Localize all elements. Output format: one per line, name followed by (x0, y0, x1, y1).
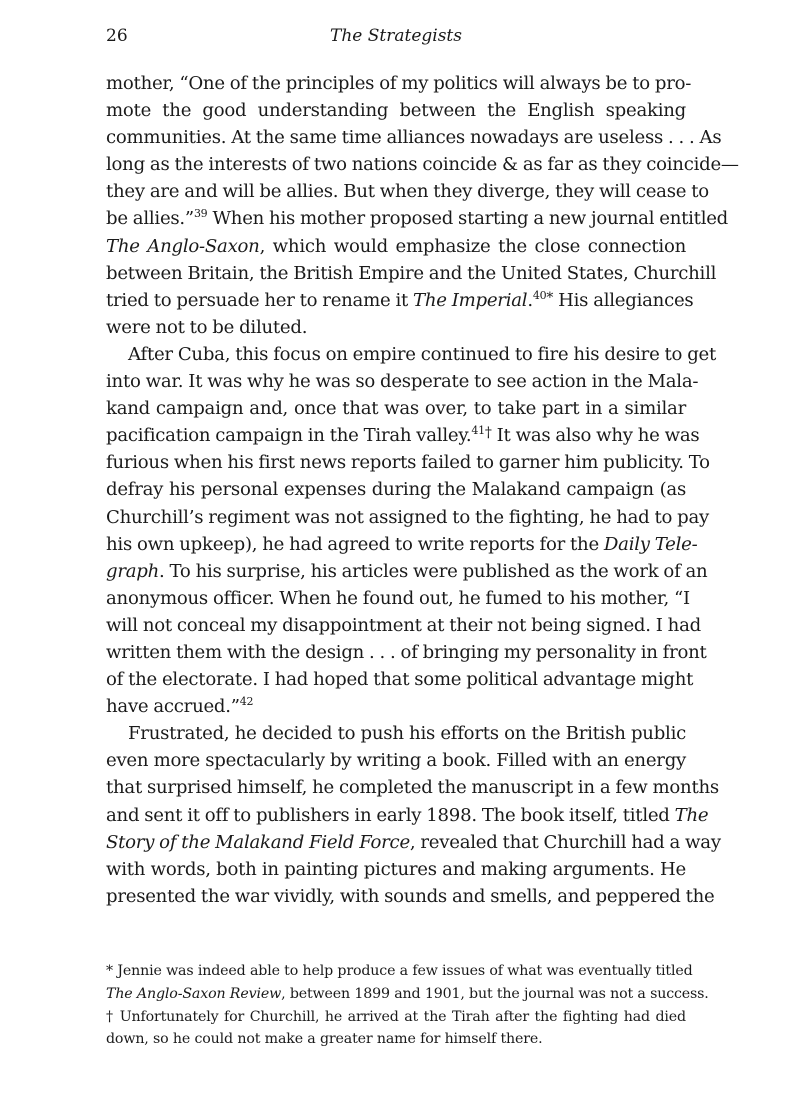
text-line: into war. It was why he was so desperate to see action in the Mala- (106, 371, 699, 393)
text-line: and sent it off to publishers in early 1898. The book itself, titled The (106, 804, 709, 826)
text-line: will not conceal my disappointment at their not being signed. I had (106, 614, 701, 636)
running-title: The Strategists (330, 26, 462, 46)
text-line: of the electorate. I had hoped that some political advantage might (106, 669, 694, 691)
endnote-ref-42: 42 (239, 695, 254, 709)
text-line: kand campaign and, once that was over, to take part in a similar (106, 398, 686, 420)
text-line: have accrued.”$^{42}$ (106, 695, 254, 718)
endnote-ref-41: 41 (471, 424, 485, 438)
text-line: be allies.”$^{39}$ When his mother proposed starting a new journal entitled (106, 207, 729, 230)
text-line: were not to be diluted. (106, 316, 308, 338)
text-line: anonymous officer. When he found out, he fumed to his mother, “I (106, 587, 690, 609)
footnote-star-mark: * (106, 963, 113, 979)
text-line: that surprised himself, he completed the manuscript in a few months (106, 777, 719, 799)
text-line: they are and will be allies. But when they diverge, they will cease to (106, 181, 709, 203)
title-anglo-saxon: The Anglo-Saxon (106, 235, 260, 257)
endnote-ref-40: 40 (532, 288, 547, 302)
text-line: communities. At the same time alliances nowadays are useless . . . As (106, 127, 722, 149)
text-line: The Anglo-Saxon, which would emphasize the close connection (106, 235, 687, 257)
text-line: presented the war vividly, with sounds and smells, and peppered the (106, 885, 715, 907)
endnote-ref-39: 39 (193, 207, 208, 221)
text-line: defray his personal expenses during the Malakand campaign (as (106, 479, 686, 501)
footnotes (106, 960, 709, 1051)
text-line: Churchill’s regiment was not assigned to the fighting, he had to pay (106, 506, 710, 528)
title-daily-telegraph: Daily Tele- (603, 533, 698, 555)
text-line: pacification campaign in the Tirah valley.$^{41\dagger}$ It was also why he was (106, 424, 700, 447)
text-line: After Cuba, this focus on empire continued to fire his desire to get (128, 343, 717, 365)
text-line: even more spectacularly by writing a book. Filled with an energy (106, 750, 686, 772)
paragraph-2 (106, 341, 717, 720)
footnote-line: down, so he could not make a greater name for himself there. (106, 1031, 543, 1048)
paragraph-3 (106, 720, 721, 910)
body-text (106, 70, 739, 910)
footnote-dagger-mark: † (106, 1008, 115, 1025)
text-line: mother, “One of the principles of my politics will always be to pro- (106, 73, 692, 94)
paragraph-1 (106, 70, 739, 341)
text-line: written them with the design . . . of bringing my personality in front (106, 641, 707, 663)
text-line: his own upkeep), he had agreed to write reports for the Daily Tele- (106, 533, 698, 555)
text-line: between Britain, the British Empire and the United States, Churchill (106, 262, 717, 284)
title-story-malakand: The (674, 804, 709, 826)
text-line: tried to persuade her to rename it The Imperial.$^{40*}$ His allegiances (106, 288, 694, 311)
title-daily-telegraph-cont: graph (106, 560, 160, 582)
title-the-imperial: The Imperial (413, 289, 528, 311)
text-line: graph. To his surprise, his articles were published as the work of an (106, 560, 708, 582)
title-story-malakand-cont: Story of the Malakand Field Force (106, 831, 410, 853)
footnote-line: * Jennie was indeed able to help produce a few issues of what was eventually titled (106, 963, 693, 979)
text-line: furious when his first news reports failed to garner him publicity. To (106, 452, 710, 474)
page-number: 26 (106, 26, 128, 46)
footnote-star (106, 960, 709, 1006)
footnote-star-ref: * (546, 289, 554, 306)
text-line: long as the interests of two nations coincide & as far as they coincide— (106, 154, 739, 176)
footnote-line: The Anglo-Saxon Review, between 1899 and 1901, but the journal was not a success. (106, 985, 709, 1002)
text-line: with words, both in painting pictures and making arguments. He (106, 858, 686, 880)
footnote-dagger (106, 1006, 686, 1052)
text-line: mote the good understanding between the English speaking (106, 100, 686, 122)
footnote-line: † Unfortunately for Churchill, he arrived at the Tirah after the fighting had died (106, 1008, 686, 1025)
running-head (106, 22, 686, 50)
title-anglo-saxon-review: The Anglo-Saxon Review (106, 985, 282, 1002)
footnote-dagger-ref: † (484, 425, 492, 442)
text-line: Frustrated, he decided to push his efforts on the British public (128, 723, 686, 745)
text-line: Story of the Malakand Field Force, revealed that Churchill had a way (106, 831, 721, 853)
